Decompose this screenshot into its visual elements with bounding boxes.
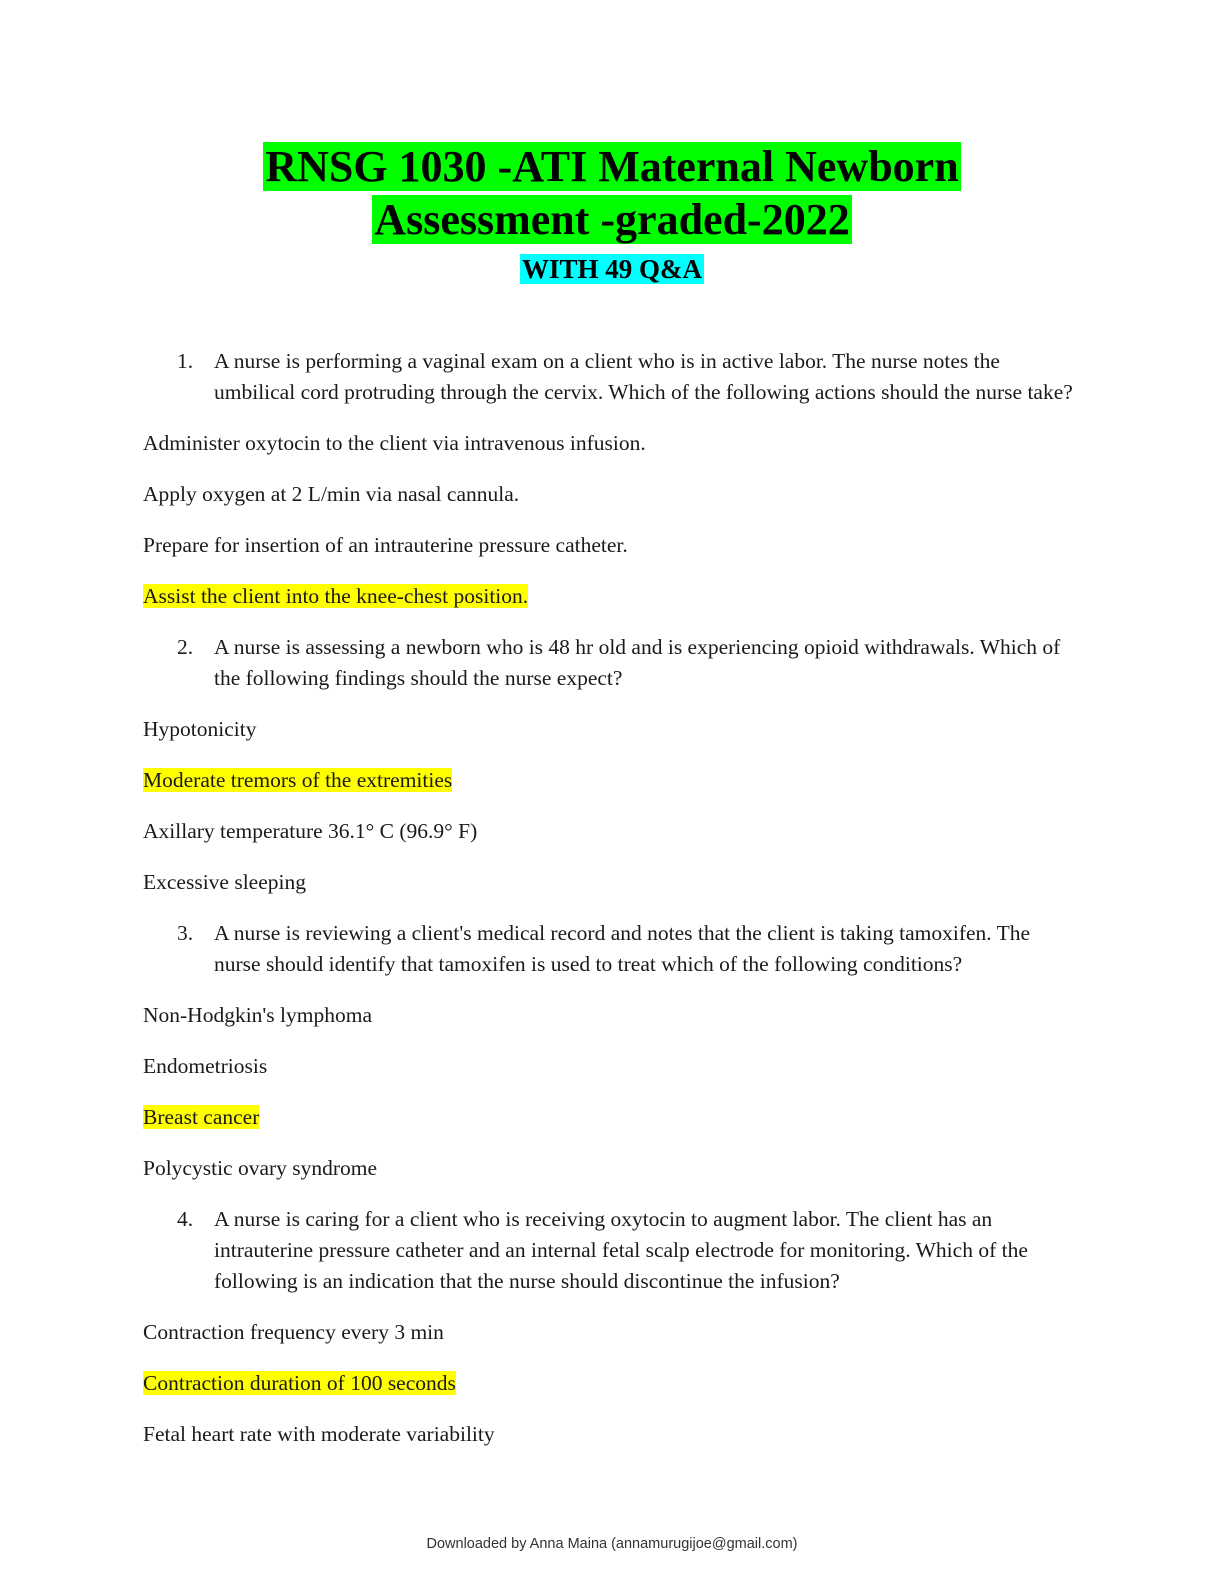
document-title-line-2: Assessment -graded-2022 (374, 195, 850, 244)
answer-option: Contraction frequency every 3 min (143, 1320, 444, 1344)
answer-option: Endometriosis (143, 1054, 268, 1078)
download-footer: Downloaded by Anna Maina (annamurugijoe@gmail.com) (426, 1536, 798, 1552)
correct-answer-option: Breast cancer (143, 1105, 260, 1129)
answer-option: Prepare for insertion of an intrauterine pressure catheter. (143, 533, 628, 557)
questions-list (143, 346, 1073, 1450)
question-2 (143, 632, 1073, 694)
answer-option: Excessive sleeping (143, 870, 306, 894)
question-number: 4. (177, 1207, 194, 1231)
document-title-line-1: RNSG 1030 -ATI Maternal Newborn (265, 142, 959, 191)
question-3 (143, 918, 1073, 980)
answer-option: Axillary temperature 36.1° C (96.9° F) (143, 819, 478, 843)
question-text: A nurse is performing a vaginal exam on a client who is in active labor. The nurse notes the umbilical cord protruding through the cervix. Which of the following actions should the nurse take? (214, 349, 1073, 404)
answer-option: Polycystic ovary syndrome (143, 1156, 378, 1180)
answer-option: Non-Hodgkin's lymphoma (143, 1003, 373, 1027)
question-text: A nurse is assessing a newborn who is 48 hr old and is experiencing opioid withdrawals. Which of the following findings should the nurse expect? (214, 635, 1061, 690)
title-block (0, 140, 1224, 286)
question-number: 1. (177, 349, 194, 373)
question-4 (143, 1204, 1073, 1297)
answer-option: Fetal heart rate with moderate variability (143, 1422, 495, 1446)
answer-option: Hypotonicity (143, 717, 257, 741)
question-text: A nurse is reviewing a client's medical record and notes that the client is taking tamoxifen. The nurse should identify that tamoxifen is used to treat which of the following conditions? (214, 921, 1031, 976)
question-text: A nurse is caring for a client who is receiving oxytocin to augment labor. The client has an intrauterine pressure catheter and an internal fetal scalp electrode for monitoring. Which of the following is an indication that the nurse should discontinue the infusion? (214, 1207, 1028, 1293)
question-number: 2. (177, 635, 194, 659)
question-1 (143, 346, 1073, 408)
answer-option: Apply oxygen at 2 L/min via nasal cannula. (143, 482, 520, 506)
question-number: 3. (177, 921, 194, 945)
correct-answer-option: Contraction duration of 100 seconds (143, 1371, 456, 1395)
document-subtitle: WITH 49 Q&A (521, 254, 702, 284)
correct-answer-option: Moderate tremors of the extremities (143, 768, 453, 792)
answer-option: Administer oxytocin to the client via intravenous infusion. (143, 431, 646, 455)
correct-answer-option: Assist the client into the knee-chest position. (143, 584, 529, 608)
